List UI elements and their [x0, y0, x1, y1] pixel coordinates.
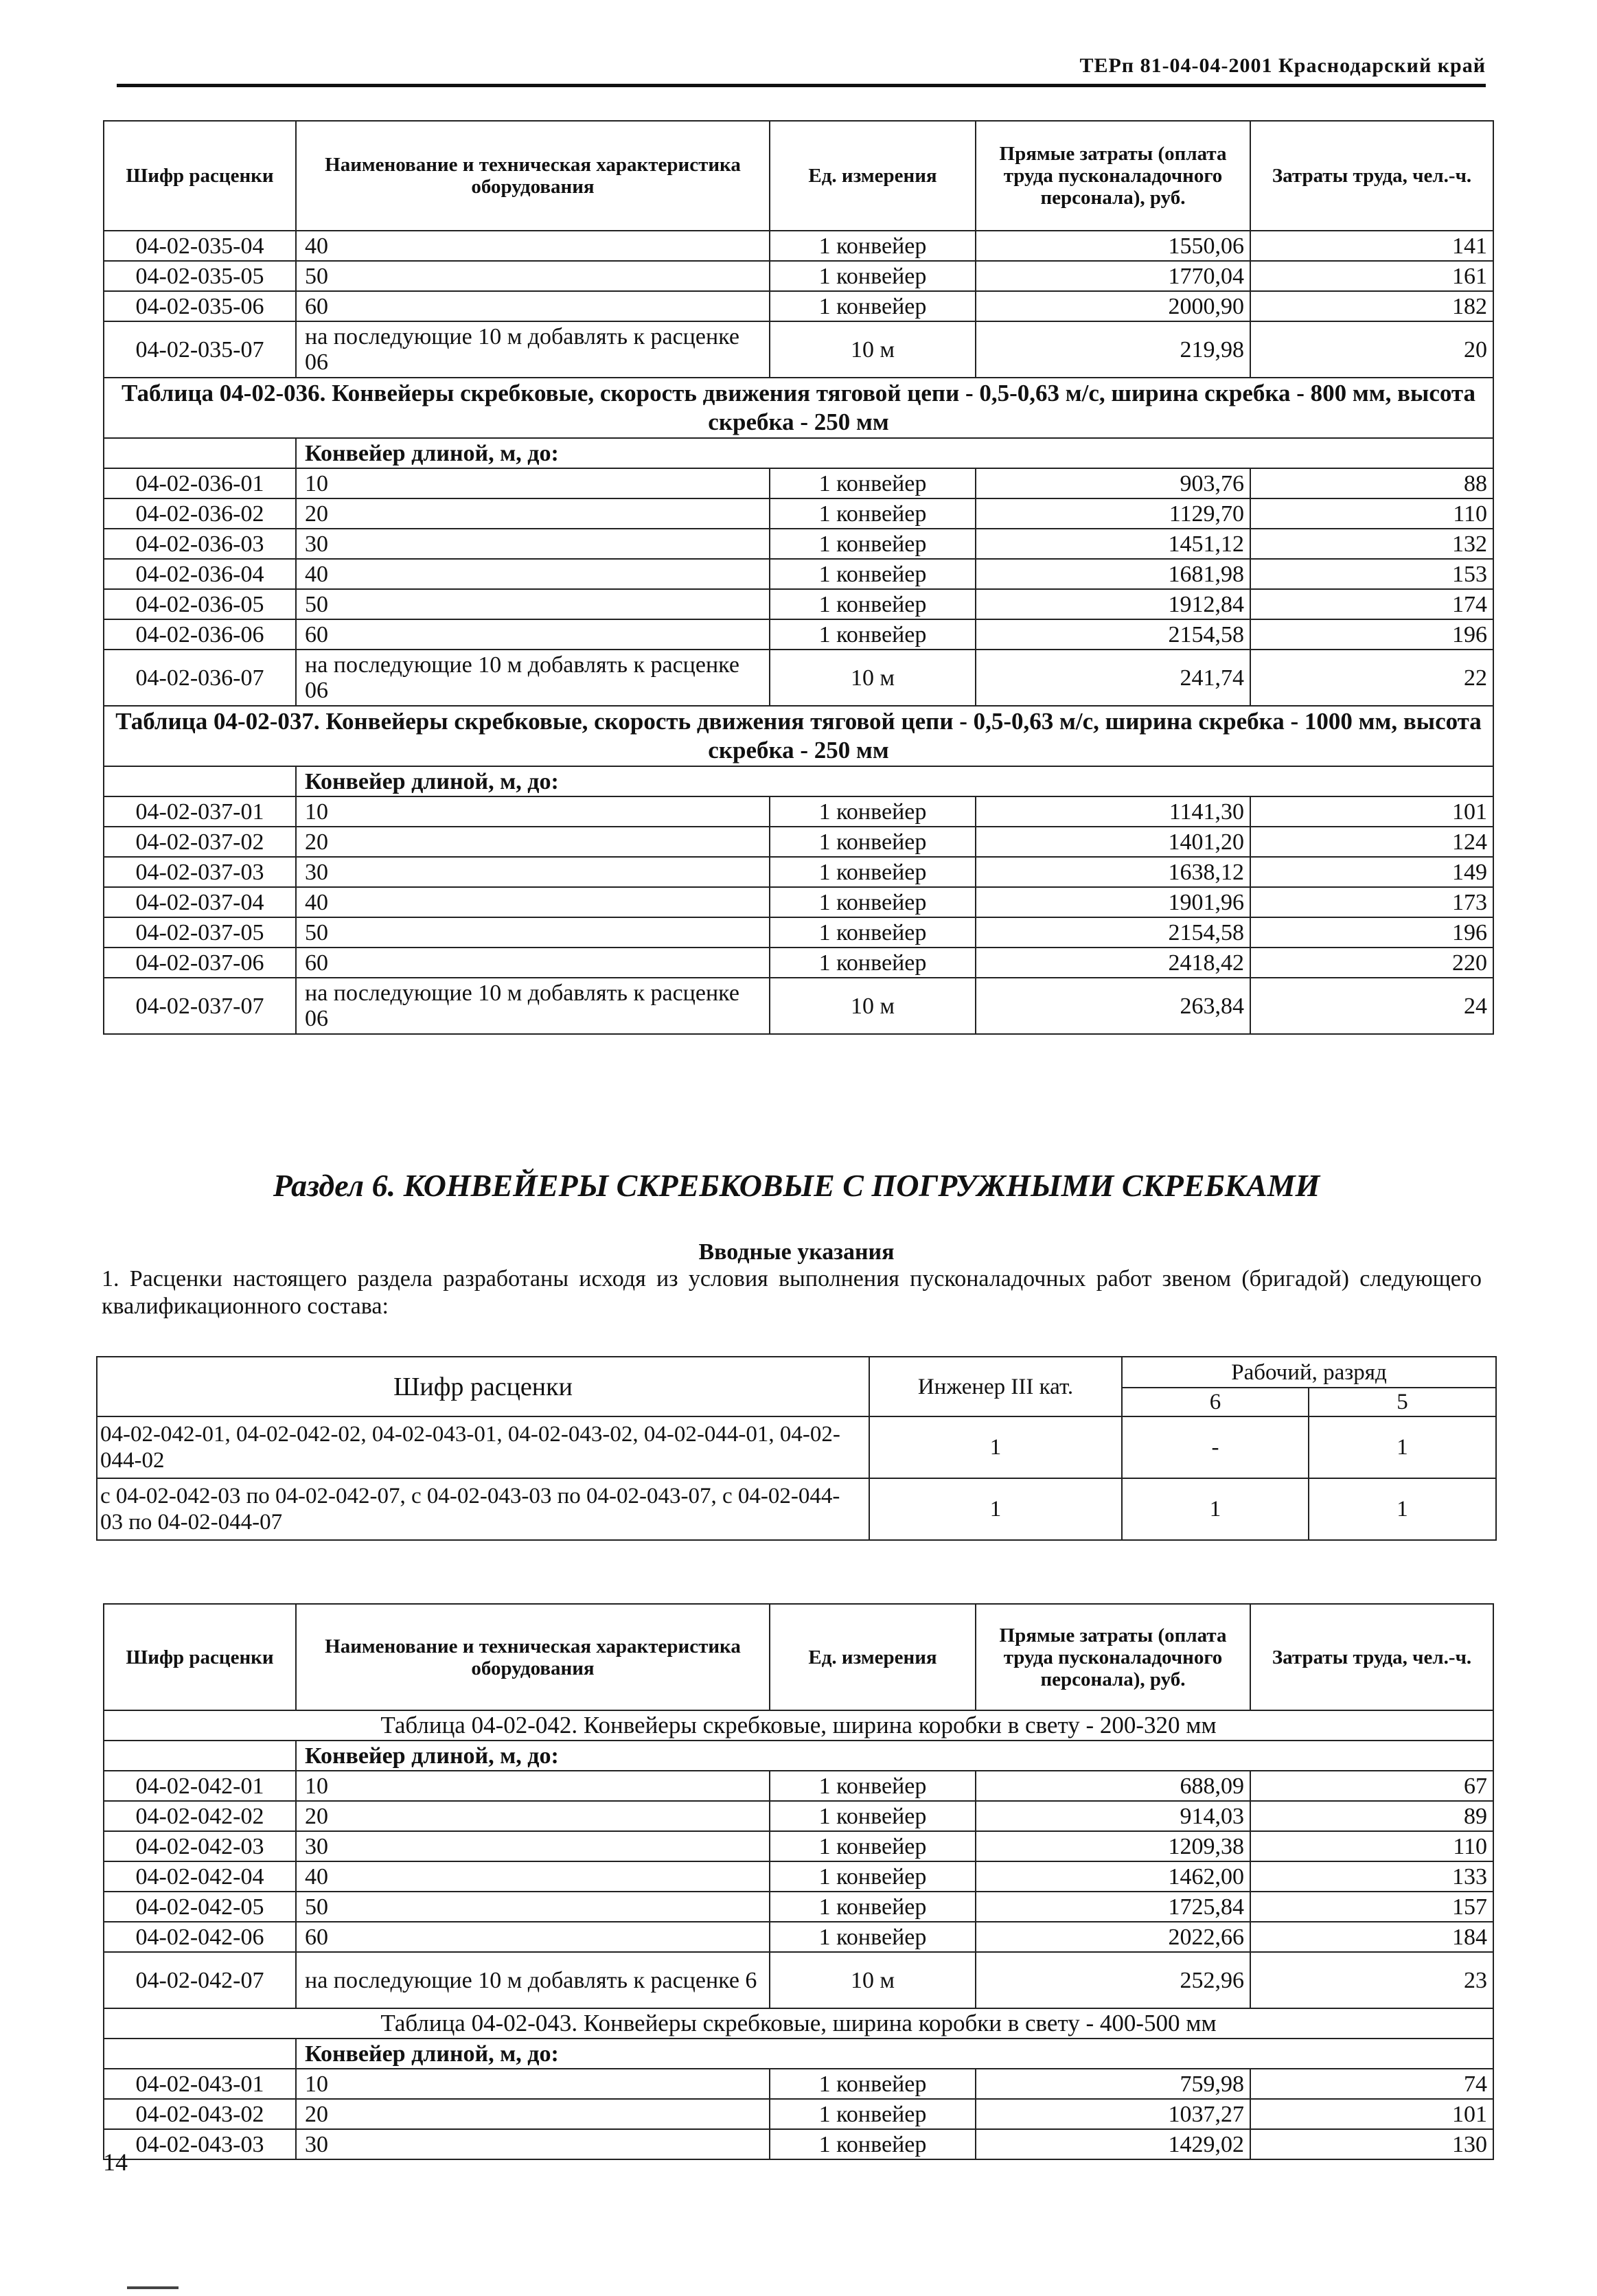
- unit: 1 конвейер: [770, 887, 976, 917]
- header-labor: Затраты труда, чел.-ч.: [1250, 1604, 1493, 1710]
- description: на последующие 10 м добавлять к расценке 06: [296, 978, 770, 1034]
- table-row: [104, 529, 1493, 559]
- table-header-row: [104, 121, 1493, 231]
- direct-cost: 1451,12: [976, 529, 1250, 559]
- unit: 1 конвейер: [770, 2129, 976, 2159]
- labor-hours: 22: [1250, 650, 1493, 706]
- header-unit: Ед. измерения: [770, 121, 976, 231]
- subheader: Конвейер длиной, м, до:: [296, 2039, 1493, 2069]
- description: 50: [296, 917, 770, 948]
- description: 10: [296, 1771, 770, 1801]
- crew-engineer: 1: [869, 1478, 1122, 1540]
- crew-header-row: [97, 1357, 1496, 1388]
- labor-hours: 182: [1250, 291, 1493, 321]
- rate-code: 04-02-037-06: [104, 948, 296, 978]
- description: 40: [296, 231, 770, 261]
- unit: 1 конвейер: [770, 261, 976, 291]
- description: 20: [296, 1801, 770, 1831]
- direct-cost: 252,96: [976, 1952, 1250, 2008]
- rate-code: 04-02-037-03: [104, 857, 296, 887]
- table-row: [104, 1801, 1493, 1831]
- labor-hours: 196: [1250, 619, 1493, 650]
- description: 60: [296, 291, 770, 321]
- unit: 1 конвейер: [770, 498, 976, 529]
- section-title: Раздел 6. КОНВЕЙЕРЫ СКРЕБКОВЫЕ С ПОГРУЖНЫМИ СКРЕБКАМИ: [273, 1168, 1320, 1203]
- header-name: Наименование и техническая характеристика оборудования: [296, 1604, 770, 1710]
- description: 50: [296, 589, 770, 619]
- subheader-row: [104, 766, 1493, 796]
- subheader: Конвейер длиной, м, до:: [296, 766, 1493, 796]
- unit: 1 конвейер: [770, 948, 976, 978]
- table-caption-row: [104, 2008, 1493, 2039]
- labor-hours: 23: [1250, 1952, 1493, 2008]
- direct-cost: 1770,04: [976, 261, 1250, 291]
- description: 40: [296, 1861, 770, 1892]
- unit: 1 конвейер: [770, 2069, 976, 2099]
- header-labor: Затраты труда, чел.-ч.: [1250, 121, 1493, 231]
- table-row: [104, 917, 1493, 948]
- rate-code: 04-02-042-06: [104, 1922, 296, 1952]
- labor-hours: 161: [1250, 261, 1493, 291]
- rate-code: 04-02-035-04: [104, 231, 296, 261]
- table-row: [104, 857, 1493, 887]
- description: 20: [296, 498, 770, 529]
- labor-hours: 124: [1250, 827, 1493, 857]
- direct-cost: 759,98: [976, 2069, 1250, 2099]
- direct-cost: 1638,12: [976, 857, 1250, 887]
- rate-code: 04-02-035-07: [104, 321, 296, 378]
- direct-cost: 1141,30: [976, 796, 1250, 827]
- running-header: ТЕРп 81-04-04-2001 Краснодарский край: [117, 54, 1486, 87]
- rate-code: 04-02-042-03: [104, 1831, 296, 1861]
- labor-hours: 24: [1250, 978, 1493, 1034]
- rate-code: 04-02-042-02: [104, 1801, 296, 1831]
- table-caption: Таблица 04-02-042. Конвейеры скребковые, ширина коробки в свету - 200-320 мм: [104, 1710, 1493, 1741]
- crew-engineer: 1: [869, 1416, 1122, 1478]
- labor-hours: 173: [1250, 887, 1493, 917]
- labor-hours: 220: [1250, 948, 1493, 978]
- unit: 10 м: [770, 1952, 976, 2008]
- description: на последующие 10 м добавлять к расценке 6: [296, 1952, 770, 2008]
- labor-hours: 20: [1250, 321, 1493, 378]
- rate-code: 04-02-037-04: [104, 887, 296, 917]
- table-caption-row: [104, 378, 1493, 438]
- header-cost: Прямые затраты (оплата труда пусконаладочного персонала), руб.: [976, 1604, 1250, 1710]
- header-unit: Ед. измерения: [770, 1604, 976, 1710]
- direct-cost: 263,84: [976, 978, 1250, 1034]
- direct-cost: 903,76: [976, 468, 1250, 498]
- rate-code: 04-02-036-07: [104, 650, 296, 706]
- crew-code: 04-02-042-01, 04-02-042-02, 04-02-043-01, 04-02-043-02, 04-02-044-01, 04-02-044-02: [97, 1416, 869, 1478]
- direct-cost: 241,74: [976, 650, 1250, 706]
- crew-grade-6: 6: [1122, 1388, 1309, 1416]
- labor-hours: 110: [1250, 1831, 1493, 1861]
- unit: 1 конвейер: [770, 619, 976, 650]
- table-row: [104, 468, 1493, 498]
- labor-hours: 133: [1250, 1861, 1493, 1892]
- rate-code: 04-02-037-05: [104, 917, 296, 948]
- table-row: [104, 1892, 1493, 1922]
- subheader-row: [104, 2039, 1493, 2069]
- rates-table-top: [103, 120, 1494, 1035]
- direct-cost: 1462,00: [976, 1861, 1250, 1892]
- direct-cost: 1912,84: [976, 589, 1250, 619]
- rate-code: 04-02-042-05: [104, 1892, 296, 1922]
- header-code: Шифр расценки: [104, 121, 296, 231]
- crew-header-engineer: Инженер III кат.: [869, 1357, 1122, 1416]
- description: на последующие 10 м добавлять к расценке 06: [296, 321, 770, 378]
- direct-cost: 1429,02: [976, 2129, 1250, 2159]
- table-row: [104, 1771, 1493, 1801]
- unit: 1 конвейер: [770, 857, 976, 887]
- direct-cost: 1681,98: [976, 559, 1250, 589]
- table-row: [104, 796, 1493, 827]
- direct-cost: 1901,96: [976, 887, 1250, 917]
- labor-hours: 184: [1250, 1922, 1493, 1952]
- direct-cost: 1037,27: [976, 2099, 1250, 2129]
- description: 10: [296, 468, 770, 498]
- labor-hours: 101: [1250, 796, 1493, 827]
- rate-code: 04-02-043-01: [104, 2069, 296, 2099]
- table-row: [104, 1922, 1493, 1952]
- table-row: [104, 2099, 1493, 2129]
- direct-cost: 688,09: [976, 1771, 1250, 1801]
- direct-cost: 1401,20: [976, 827, 1250, 857]
- footer-mark: [127, 2286, 179, 2289]
- direct-cost: 1725,84: [976, 1892, 1250, 1922]
- rates-table-bottom: [103, 1603, 1494, 2160]
- unit: 1 конвейер: [770, 827, 976, 857]
- subheader: Конвейер длиной, м, до:: [296, 1741, 1493, 1771]
- rate-code: 04-02-042-04: [104, 1861, 296, 1892]
- description: на последующие 10 м добавлять к расценке 06: [296, 650, 770, 706]
- rate-code: 04-02-043-02: [104, 2099, 296, 2129]
- unit: 1 конвейер: [770, 1801, 976, 1831]
- labor-hours: 88: [1250, 468, 1493, 498]
- labor-hours: 157: [1250, 1892, 1493, 1922]
- rate-code: 04-02-037-02: [104, 827, 296, 857]
- description: 40: [296, 559, 770, 589]
- description: 30: [296, 1831, 770, 1861]
- table-row: [104, 321, 1493, 378]
- table-row: [104, 589, 1493, 619]
- unit: 1 конвейер: [770, 1861, 976, 1892]
- labor-hours: 74: [1250, 2069, 1493, 2099]
- unit: 10 м: [770, 978, 976, 1034]
- rate-code: 04-02-035-05: [104, 261, 296, 291]
- direct-cost: 219,98: [976, 321, 1250, 378]
- table-row: [104, 1831, 1493, 1861]
- description: 60: [296, 948, 770, 978]
- labor-hours: 101: [1250, 2099, 1493, 2129]
- crew-grade5: 1: [1309, 1416, 1496, 1478]
- header-name: Наименование и техническая характеристика оборудования: [296, 121, 770, 231]
- unit: 1 конвейер: [770, 529, 976, 559]
- labor-hours: 149: [1250, 857, 1493, 887]
- description: 20: [296, 2099, 770, 2129]
- table-caption: Таблица 04-02-036. Конвейеры скребковые, скорость движения тяговой цепи - 0,5-0,63 м/с, ширина скребка - 800 мм, высота скребка - 250 мм: [104, 378, 1493, 438]
- direct-cost: 2000,90: [976, 291, 1250, 321]
- unit: 1 конвейер: [770, 1831, 976, 1861]
- rate-code: 04-02-036-02: [104, 498, 296, 529]
- unit: 1 конвейер: [770, 468, 976, 498]
- table-row: [104, 2129, 1493, 2159]
- crew-grade-5: 5: [1309, 1388, 1496, 1416]
- unit: 1 конвейер: [770, 559, 976, 589]
- subheader-row: [104, 1741, 1493, 1771]
- labor-hours: 89: [1250, 1801, 1493, 1831]
- table-caption: Таблица 04-02-037. Конвейеры скребковые, скорость движения тяговой цепи - 0,5-0,63 м/с, ширина скребка - 1000 мм, высота скребка - 250 мм: [104, 706, 1493, 766]
- rate-code: 04-02-036-03: [104, 529, 296, 559]
- table-row: [104, 261, 1493, 291]
- table-row: [104, 978, 1493, 1034]
- crew-grade6: 1: [1122, 1478, 1309, 1540]
- table-row: [104, 619, 1493, 650]
- header-code: Шифр расценки: [104, 1604, 296, 1710]
- description: 40: [296, 887, 770, 917]
- unit: 1 конвейер: [770, 231, 976, 261]
- description: 10: [296, 2069, 770, 2099]
- table-row: [104, 2069, 1493, 2099]
- unit: 1 конвейер: [770, 1892, 976, 1922]
- rate-code: 04-02-036-05: [104, 589, 296, 619]
- crew-header-code: Шифр расценки: [97, 1357, 869, 1416]
- subheader: Конвейер длиной, м, до:: [296, 438, 1493, 468]
- unit: 1 конвейер: [770, 2099, 976, 2129]
- rate-code: 04-02-036-01: [104, 468, 296, 498]
- unit: 10 м: [770, 321, 976, 378]
- table-row: [104, 827, 1493, 857]
- crew-grade5: 1: [1309, 1478, 1496, 1540]
- subheader-row: [104, 438, 1493, 468]
- table-row: [104, 231, 1493, 261]
- table-row: [104, 948, 1493, 978]
- table-caption-row: [104, 706, 1493, 766]
- table-row: [104, 887, 1493, 917]
- description: 20: [296, 827, 770, 857]
- header-cost: Прямые затраты (оплата труда пусконаладочного персонала), руб.: [976, 121, 1250, 231]
- direct-cost: 2154,58: [976, 619, 1250, 650]
- labor-hours: 196: [1250, 917, 1493, 948]
- description: 30: [296, 857, 770, 887]
- crew-table: [96, 1356, 1497, 1541]
- table-row: [104, 1952, 1493, 2008]
- direct-cost: 1550,06: [976, 231, 1250, 261]
- description: 50: [296, 1892, 770, 1922]
- table-caption: Таблица 04-02-043. Конвейеры скребковые, ширина коробки в свету - 400-500 мм: [104, 2008, 1493, 2039]
- direct-cost: 2418,42: [976, 948, 1250, 978]
- table-caption-row: [104, 1710, 1493, 1741]
- table-row: [104, 291, 1493, 321]
- crew-code: с 04-02-042-03 по 04-02-042-07, с 04-02-043-03 по 04-02-043-07, с 04-02-044-03 по 04-02-044-07: [97, 1478, 869, 1540]
- crew-header-worker: Рабочий, разряд: [1122, 1357, 1496, 1388]
- labor-hours: 153: [1250, 559, 1493, 589]
- description: 60: [296, 1922, 770, 1952]
- direct-cost: 1209,38: [976, 1831, 1250, 1861]
- rate-code: 04-02-037-07: [104, 978, 296, 1034]
- unit: 1 конвейер: [770, 917, 976, 948]
- labor-hours: 132: [1250, 529, 1493, 559]
- labor-hours: 174: [1250, 589, 1493, 619]
- table-row: [104, 650, 1493, 706]
- direct-cost: 2154,58: [976, 917, 1250, 948]
- labor-hours: 110: [1250, 498, 1493, 529]
- unit: 10 м: [770, 650, 976, 706]
- unit: 1 конвейер: [770, 796, 976, 827]
- direct-cost: 1129,70: [976, 498, 1250, 529]
- crew-row: [97, 1416, 1496, 1478]
- direct-cost: 914,03: [976, 1801, 1250, 1831]
- rate-code: 04-02-043-03: [104, 2129, 296, 2159]
- unit: 1 конвейер: [770, 291, 976, 321]
- intro-text: 1. Расценки настоящего раздела разработаны исходя из условия выполнения пусконаладочных работ звеном (бригадой) следующего квалификационного состава:: [102, 1266, 1482, 1319]
- table-row: [104, 559, 1493, 589]
- labor-hours: 67: [1250, 1771, 1493, 1801]
- rate-code: 04-02-042-01: [104, 1771, 296, 1801]
- unit: 1 конвейер: [770, 589, 976, 619]
- table-header-row: [104, 1604, 1493, 1710]
- rate-code: 04-02-035-06: [104, 291, 296, 321]
- description: 30: [296, 529, 770, 559]
- rate-code: 04-02-036-04: [104, 559, 296, 589]
- labor-hours: 141: [1250, 231, 1493, 261]
- description: 30: [296, 2129, 770, 2159]
- description: 60: [296, 619, 770, 650]
- crew-row: [97, 1478, 1496, 1540]
- unit: 1 конвейер: [770, 1922, 976, 1952]
- unit: 1 конвейер: [770, 1771, 976, 1801]
- intro-title: Вводные указания: [698, 1239, 895, 1265]
- description: 10: [296, 796, 770, 827]
- labor-hours: 130: [1250, 2129, 1493, 2159]
- page-number: 14: [103, 2148, 128, 2176]
- description: 50: [296, 261, 770, 291]
- table-row: [104, 498, 1493, 529]
- direct-cost: 2022,66: [976, 1922, 1250, 1952]
- rate-code: 04-02-037-01: [104, 796, 296, 827]
- rate-code: 04-02-036-06: [104, 619, 296, 650]
- crew-grade6: -: [1122, 1416, 1309, 1478]
- table-row: [104, 1861, 1493, 1892]
- rate-code: 04-02-042-07: [104, 1952, 296, 2008]
